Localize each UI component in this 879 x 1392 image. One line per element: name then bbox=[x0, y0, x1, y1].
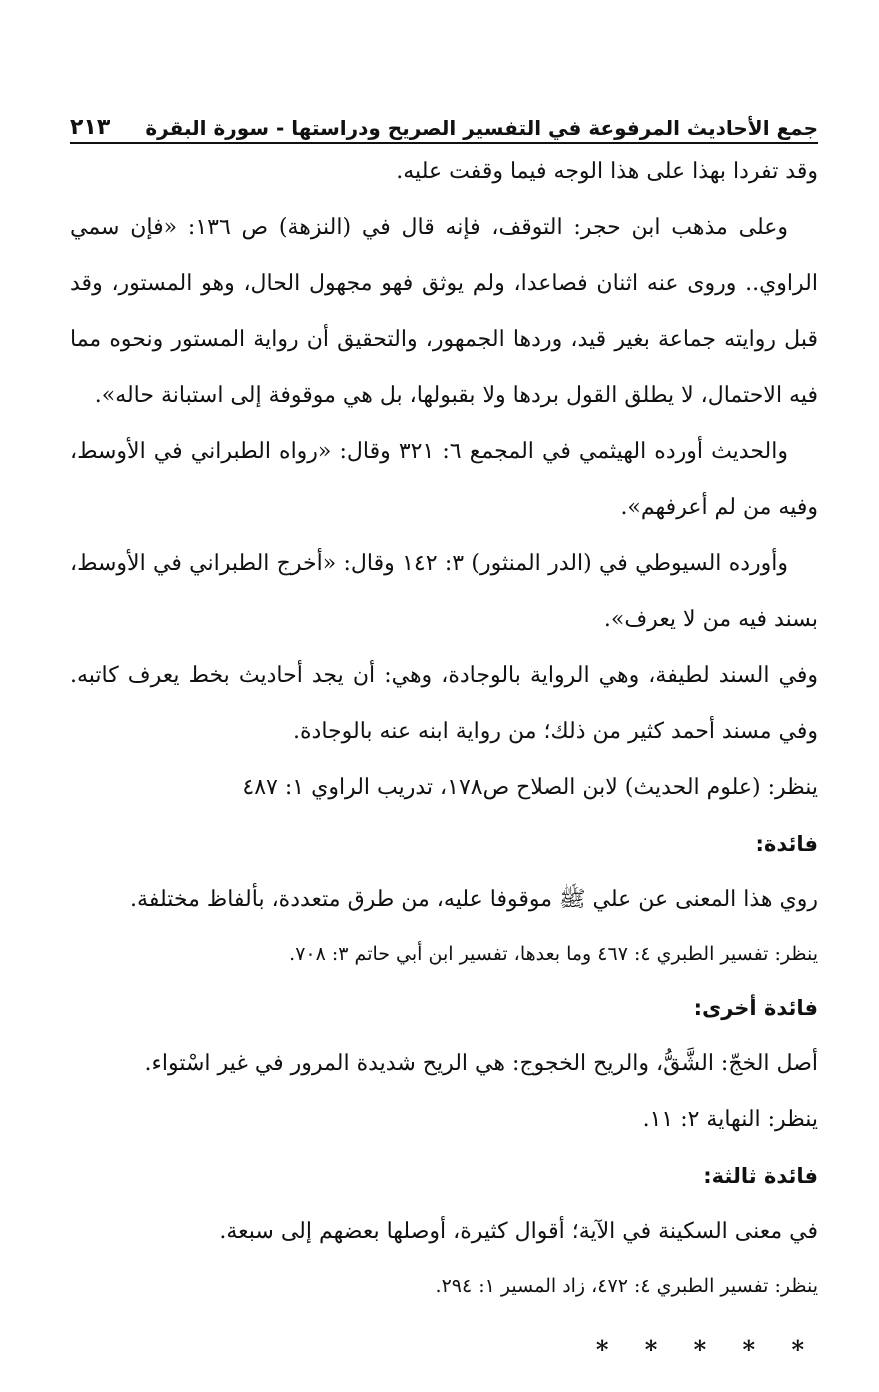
paragraph-3: والحديث أورده الهيثمي في المجمع ٦: ٣٢١ وقال: «رواه الطبراني في الأوسط، وفيه من لم أعرفهم». bbox=[70, 439, 818, 520]
running-header bbox=[70, 100, 818, 144]
section-heading-2: فائدة أخرى: bbox=[693, 996, 818, 1020]
page-number: ٢١٣ bbox=[70, 115, 111, 140]
paragraph-7: أصل الخجّ: الشَّقُّ، والريح الخجوج: هي الريح شديدة المرور في غير اسْتواء. bbox=[144, 1051, 818, 1076]
reference-3: ينظر: تفسير الطبري ٤: ٤٧٢، زاد المسير ١: ٢٩٤. bbox=[435, 1275, 818, 1297]
paragraph-2: وعلى مذهب ابن حجر: التوقف، فإنه قال في (النزهة) ص ١٣٦: «فإن سمي الراوي.. وروى عنه اثنان فصاعدا، ولم يوثق فهو مجهول الحال، وهو المستور، وقد قبل روايته جماعة بغير قيد، وردها الجمهور، والتحقيق أن رواية المستور ونحوه مما فيه الاحتمال، لا يطلق القول بردها ولا بقبولها، بل هي موقوفة إلى استبانة حاله». bbox=[70, 215, 818, 408]
paragraph-8: في معنى السكينة في الآية؛ أقوال كثيرة، أوصلها بعضهم إلى سبعة. bbox=[219, 1219, 818, 1244]
reference-2: ينظر: النهاية ٢: ١١. bbox=[642, 1107, 818, 1132]
section-separator: * * * * * bbox=[595, 1335, 818, 1364]
reference-1: ينظر: تفسير الطبري ٤: ٤٦٧ وما بعدها، تفسير ابن أبي حاتم ٣: ٧٠٨. bbox=[289, 943, 818, 965]
section-heading-1: فائدة: bbox=[755, 832, 818, 856]
header-title: جمع الأحاديث المرفوعة في التفسير الصريح ودراستها - سورة البقرة bbox=[145, 116, 818, 140]
paragraph-4: وأورده السيوطي في (الدر المنثور) ٣: ١٤٢ وقال: «أخرج الطبراني في الأوسط، بسند فيه من لا يعرف». bbox=[70, 551, 818, 632]
page-body bbox=[70, 144, 818, 1378]
paragraph-6: روي هذا المعنى عن علي ﷺ موقوفا عليه، من طرق متعددة، بألفاظ مختلفة. bbox=[130, 887, 818, 912]
section-heading-3: فائدة ثالثة: bbox=[703, 1164, 818, 1188]
paragraph-5: وفي السند لطيفة، وهي الرواية بالوجادة، وهي: أن يجد أحاديث بخط يعرف كاتبه. وفي مسند أحمد كثير من ذلك؛ من رواية ابنه عنه بالوجادة. bbox=[70, 663, 818, 744]
reference-line: ينظر: (علوم الحديث) لابن الصلاح ص١٧٨، تدريب الراوي ١: ٤٨٧ bbox=[242, 775, 818, 800]
book-page bbox=[70, 100, 818, 1378]
paragraph-1: وقد تفردا بهذا على هذا الوجه فيما وقفت عليه. bbox=[396, 159, 818, 184]
